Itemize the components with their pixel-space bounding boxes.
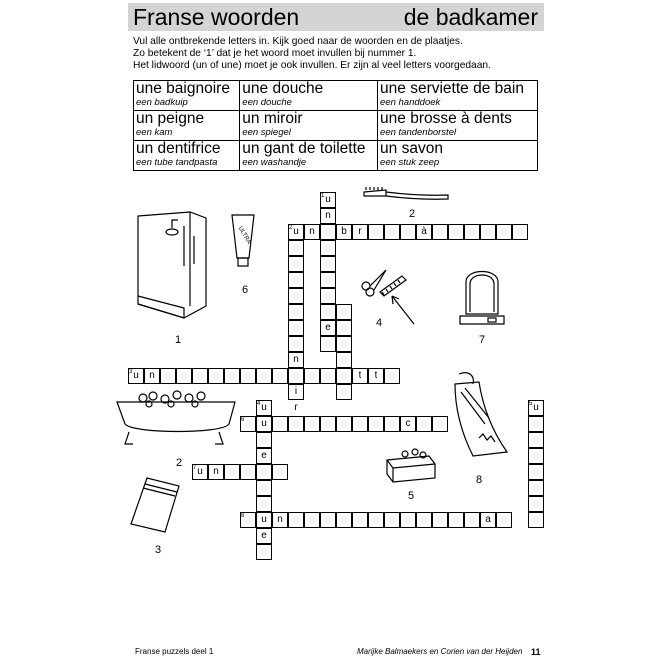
caption-8: 8 xyxy=(476,474,483,486)
caption-2-toothbrush: 2 xyxy=(409,208,416,220)
grid-cell[interactable] xyxy=(336,336,352,352)
vocab-french: un savon xyxy=(380,140,443,157)
grid-cell[interactable] xyxy=(240,464,256,480)
toothpaste-icon xyxy=(229,212,257,270)
vocab-cell xyxy=(240,81,378,111)
grid-cell[interactable] xyxy=(528,416,544,432)
grid-cell[interactable] xyxy=(240,368,256,384)
grid-letter: n xyxy=(213,466,219,477)
grid-cell[interactable] xyxy=(400,224,416,240)
grid-cell[interactable] xyxy=(336,416,352,432)
vocab-cell xyxy=(378,141,538,171)
vocab-cell xyxy=(134,141,240,171)
vocab-french: une douche xyxy=(242,80,324,97)
clue-number: 4 xyxy=(257,401,261,407)
grid-letter: b xyxy=(341,226,347,237)
vocab-dutch: een spiegel xyxy=(242,127,291,138)
vocab-dutch: een kam xyxy=(136,127,173,138)
grid-cell[interactable] xyxy=(288,256,304,272)
grid-cell[interactable] xyxy=(272,464,288,480)
vocab-cell xyxy=(240,141,378,171)
instructions xyxy=(133,36,543,71)
caption-7: 7 xyxy=(479,334,486,346)
vocab-cell xyxy=(240,111,378,141)
grid-letter: u xyxy=(197,466,203,477)
caption-2: 2 xyxy=(176,457,183,469)
grid-cell[interactable] xyxy=(288,416,304,432)
grid-cell[interactable] xyxy=(272,416,288,432)
grid-cell[interactable] xyxy=(320,368,336,384)
grid-cell[interactable] xyxy=(288,272,304,288)
vocab-row xyxy=(134,81,538,111)
vocab-dutch: een washandje xyxy=(242,157,307,168)
clue-number: 2 xyxy=(289,225,293,231)
caption-3: 3 xyxy=(155,544,162,556)
grid-cell[interactable] xyxy=(368,224,384,240)
grid-cell[interactable] xyxy=(224,368,240,384)
vocab-french: une serviette de bain xyxy=(380,80,524,97)
header-title-left: Franse woorden xyxy=(133,4,300,30)
vocab-french: un miroir xyxy=(242,110,303,127)
soap-icon xyxy=(383,448,439,486)
grid-cell[interactable] xyxy=(464,512,480,528)
grid-cell[interactable] xyxy=(480,224,496,240)
vocab-dutch: een stuk zeep xyxy=(380,157,440,168)
grid-cell[interactable] xyxy=(288,336,304,352)
washcloth-icon xyxy=(127,474,183,538)
grid-letter: n xyxy=(325,210,331,221)
footer-page: 11 xyxy=(531,647,541,657)
svg-text:ULTRA: ULTRA xyxy=(236,225,252,246)
grid-cell[interactable] xyxy=(272,368,288,384)
grid-cell[interactable] xyxy=(176,368,192,384)
clue-number: 8 xyxy=(241,513,245,519)
vocab-french: une baignoire xyxy=(136,80,230,97)
grid-cell[interactable] xyxy=(368,416,384,432)
grid-cell[interactable] xyxy=(160,368,176,384)
grid-cell[interactable] xyxy=(336,384,352,400)
grid-letter: u xyxy=(261,418,267,429)
vocab-dutch: een handdoek xyxy=(380,97,441,108)
instruction-line: Zo betekent de ‘1’ dat je het woord moet invullen bij nummer 1. xyxy=(133,47,417,59)
footer-right: Marijke Balmaekers en Corien van der Heijden xyxy=(357,647,523,656)
grid-cell[interactable] xyxy=(192,368,208,384)
grid-cell[interactable] xyxy=(416,512,432,528)
grid-letter: r xyxy=(358,226,362,237)
grid-letter: n xyxy=(309,226,315,237)
grid-letter: e xyxy=(325,322,331,333)
grid-cell[interactable] xyxy=(320,224,336,240)
page-header xyxy=(128,3,544,31)
grid-cell[interactable] xyxy=(448,224,464,240)
grid-cell[interactable] xyxy=(336,368,352,384)
grid-cell[interactable] xyxy=(336,320,352,336)
grid-cell[interactable] xyxy=(400,512,416,528)
grid-cell[interactable] xyxy=(320,272,336,288)
header-title-right: de badkamer xyxy=(403,4,538,30)
grid-letter: i xyxy=(294,386,298,397)
grid-letter: u xyxy=(293,226,299,237)
grid-cell[interactable] xyxy=(224,464,240,480)
caption-5: 5 xyxy=(408,490,415,502)
grid-cell[interactable] xyxy=(256,544,272,560)
grid-cell[interactable] xyxy=(496,224,512,240)
grid-cell[interactable] xyxy=(352,416,368,432)
comb-scissors-icon xyxy=(356,262,418,328)
grid-cell[interactable] xyxy=(256,496,272,512)
grid-letter: a xyxy=(485,514,491,525)
grid-cell[interactable] xyxy=(208,368,224,384)
mirror-icon xyxy=(458,262,508,330)
clue-number: 5 xyxy=(529,401,533,407)
bathtub-icon xyxy=(113,390,239,450)
grid-letter: t xyxy=(358,370,362,381)
grid-letter: u xyxy=(261,514,267,525)
towel-icon xyxy=(449,368,511,462)
grid-cell[interactable] xyxy=(528,512,544,528)
grid-letter: t xyxy=(374,370,378,381)
caption-1: 1 xyxy=(175,334,182,346)
grid-cell[interactable] xyxy=(256,464,272,480)
grid-cell[interactable] xyxy=(512,224,528,240)
grid-cell[interactable] xyxy=(528,464,544,480)
grid-cell[interactable] xyxy=(320,240,336,256)
grid-cell[interactable] xyxy=(384,368,400,384)
grid-cell[interactable] xyxy=(528,496,544,512)
grid-cell[interactable] xyxy=(432,512,448,528)
toothbrush-icon xyxy=(362,186,452,202)
vocab-cell xyxy=(134,111,240,141)
vocab-cell xyxy=(134,81,240,111)
grid-cell[interactable] xyxy=(320,512,336,528)
grid-cell[interactable] xyxy=(336,512,352,528)
caption-4: 4 xyxy=(376,317,383,329)
grid-cell[interactable] xyxy=(288,320,304,336)
grid-cell[interactable] xyxy=(320,416,336,432)
grid-cell[interactable] xyxy=(384,224,400,240)
vocab-french: un peigne xyxy=(136,110,205,127)
vocab-french: un dentifrice xyxy=(136,140,221,157)
grid-cell[interactable] xyxy=(528,432,544,448)
grid-cell[interactable] xyxy=(320,256,336,272)
grid-cell[interactable] xyxy=(528,448,544,464)
grid-letter: c xyxy=(405,418,411,429)
vocab-dutch: een tube tandpasta xyxy=(136,157,218,168)
grid-cell[interactable] xyxy=(256,368,272,384)
grid-letter: n xyxy=(277,514,283,525)
vocab-cell xyxy=(378,111,538,141)
grid-cell[interactable] xyxy=(320,336,336,352)
grid-cell[interactable] xyxy=(352,512,368,528)
grid-letter: u xyxy=(533,402,539,413)
grid-cell[interactable] xyxy=(256,432,272,448)
grid-cell[interactable] xyxy=(320,304,336,320)
grid-letter: n xyxy=(149,370,155,381)
vocab-row xyxy=(134,111,538,141)
grid-cell[interactable] xyxy=(368,512,384,528)
grid-cell[interactable] xyxy=(432,224,448,240)
footer-left: Franse puzzels deel 1 xyxy=(135,647,214,656)
grid-letter: e xyxy=(261,450,267,461)
instruction-line: Het lidwoord (un of une) moet je ook invullen. Er zijn al veel letters voorgedaan. xyxy=(133,59,491,71)
vocab-french: une brosse à dents xyxy=(380,110,512,127)
grid-cell[interactable] xyxy=(432,416,448,432)
grid-cell[interactable] xyxy=(496,512,512,528)
clue-number: 1 xyxy=(321,193,325,199)
caption-6: 6 xyxy=(242,284,249,296)
vocab-dutch: een tandenborstel xyxy=(380,127,457,138)
shower-icon xyxy=(132,206,212,326)
grid-cell[interactable] xyxy=(320,288,336,304)
vocab-row xyxy=(134,141,538,171)
vocab-table xyxy=(133,80,538,171)
grid-letter: e xyxy=(261,530,267,541)
grid-cell[interactable] xyxy=(336,304,352,320)
grid-cell[interactable] xyxy=(384,512,400,528)
grid-cell[interactable] xyxy=(288,304,304,320)
grid-cell[interactable] xyxy=(416,416,432,432)
grid-cell[interactable] xyxy=(304,416,320,432)
grid-cell[interactable] xyxy=(288,240,304,256)
grid-cell[interactable] xyxy=(448,512,464,528)
grid-cell[interactable] xyxy=(288,288,304,304)
grid-letter: u xyxy=(261,402,267,413)
grid-letter: à xyxy=(421,226,427,237)
clue-number: 6 xyxy=(241,417,245,423)
vocab-french: un gant de toilette xyxy=(242,140,366,157)
grid-cell[interactable] xyxy=(288,368,304,384)
grid-letter: u xyxy=(325,194,331,205)
vocab-dutch: een badkuip xyxy=(136,97,188,108)
clue-number: 7 xyxy=(193,465,197,471)
grid-cell[interactable] xyxy=(256,480,272,496)
grid-cell[interactable] xyxy=(288,512,304,528)
grid-cell[interactable] xyxy=(304,368,320,384)
vocab-cell xyxy=(378,81,538,111)
grid-cell[interactable] xyxy=(336,352,352,368)
grid-letter: u xyxy=(133,370,139,381)
grid-letter: r xyxy=(294,402,298,413)
grid-cell[interactable] xyxy=(304,512,320,528)
grid-cell[interactable] xyxy=(384,416,400,432)
clue-number: 3 xyxy=(129,369,133,375)
grid-letter: n xyxy=(293,354,299,365)
grid-cell[interactable] xyxy=(528,480,544,496)
vocab-dutch: een douche xyxy=(242,97,292,108)
grid-cell[interactable] xyxy=(464,224,480,240)
instruction-line: Vul alle ontbrekende letters in. Kijk goed naar de woorden en de plaatjes. xyxy=(133,36,463,47)
